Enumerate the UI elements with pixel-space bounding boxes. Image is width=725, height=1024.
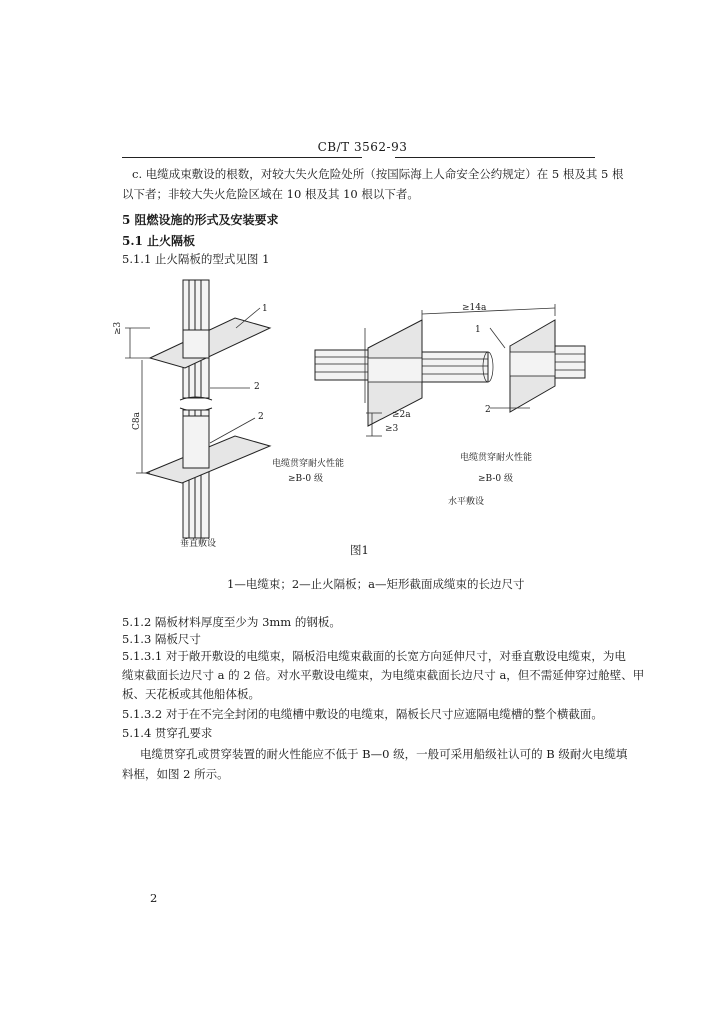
left-dim-top-label: ≥3 (113, 321, 123, 335)
figure-1-drawing (110, 268, 610, 548)
header-rule-left (122, 157, 362, 158)
vertical-cable-bundle (180, 280, 212, 538)
section-5-heading: 5 阻燃设施的形式及安装要求 (122, 213, 279, 227)
section-5-1-4-para-line1: 电缆贯穿孔或贯穿装置的耐火性能应不低于 B—0 级，一般可采用船级社认可的 B 级耐火电缆填 (140, 747, 628, 761)
upper-fire-stop-plate (150, 318, 270, 368)
left-fire-rating-grade: ≥B-0 级 (288, 474, 323, 484)
page-number: 2 (150, 891, 158, 905)
para-c-line1: c. 电缆成束敷设的根数，对较大失火危险处所（按国际海上人命安全公约规定）在 5 根及其 5 根 (132, 167, 624, 181)
section-5-1-heading: 5.1 止火隔板 (122, 234, 196, 248)
standard-number: CB/T 3562-93 (317, 140, 408, 154)
section-5-1-3-1-line1: 5.1.3.1 对于敞开敷设的电缆束，隔板沿电缆束截面的长宽方向延伸尺寸，对垂直敷设电缆束，为电 (122, 649, 626, 663)
right-dim-left-label: ≥2a (392, 410, 411, 420)
right-dim-bottom-label: ≥3 (385, 424, 399, 434)
section-5-1-1: 5.1.1 止火隔板的型式见图 1 (122, 252, 270, 266)
right-fire-rating-label: 电缆贯穿耐火性能 (460, 453, 533, 463)
right-caption-horizontal: 水平敷设 (448, 497, 485, 507)
left-callout-3: 2 (258, 412, 264, 422)
left-dim-mid-label: C8a (132, 412, 142, 430)
section-5-1-3-1-line3: 板、天花板或其他船体板。 (122, 687, 260, 701)
section-5-1-4: 5.1.4 贯穿孔要求 (122, 726, 213, 740)
figure-1-title: 图1 (350, 543, 369, 557)
section-5-1-4-para-line2: 料框，如图 2 所示。 (122, 767, 229, 781)
section-5-1-3-2: 5.1.3.2 对于在不完全封闭的电缆槽中敷设的电缆束，隔板长尺寸应遮隔电缆槽的整个横截面。 (122, 707, 603, 721)
figure-1-legend: 1—电缆束；2—止火隔板；a—矩形截面成缆束的长边尺寸 (227, 577, 525, 591)
section-5-1-3-1-line2: 缆束截面长边尺寸 a 的 2 倍。对水平敷设电缆束，为电缆束截面长边尺寸 a，但不需延伸穿过舱壁、甲 (122, 668, 645, 682)
para-c-line2: 以下者；非较大失火危险区域在 10 根及其 10 根以下者。 (122, 187, 419, 201)
left-caption-vertical: 垂直敷设 (180, 539, 217, 549)
header-rule-right (395, 157, 595, 158)
left-callout-1: 1 (262, 304, 268, 314)
section-5-1-2: 5.1.2 隔板材料厚度至少为 3mm 的钢板。 (122, 615, 341, 629)
right-callout-1: 1 (475, 325, 481, 335)
right-callout-2: 2 (485, 405, 491, 415)
left-callout-2: 2 (254, 382, 260, 392)
right-fire-rating-grade: ≥B-0 级 (478, 474, 513, 484)
right-dim-top-label: ≥14a (462, 303, 487, 313)
left-fire-rating-label: 电缆贯穿耐火性能 (272, 459, 345, 469)
section-5-1-3: 5.1.3 隔板尺寸 (122, 632, 201, 646)
